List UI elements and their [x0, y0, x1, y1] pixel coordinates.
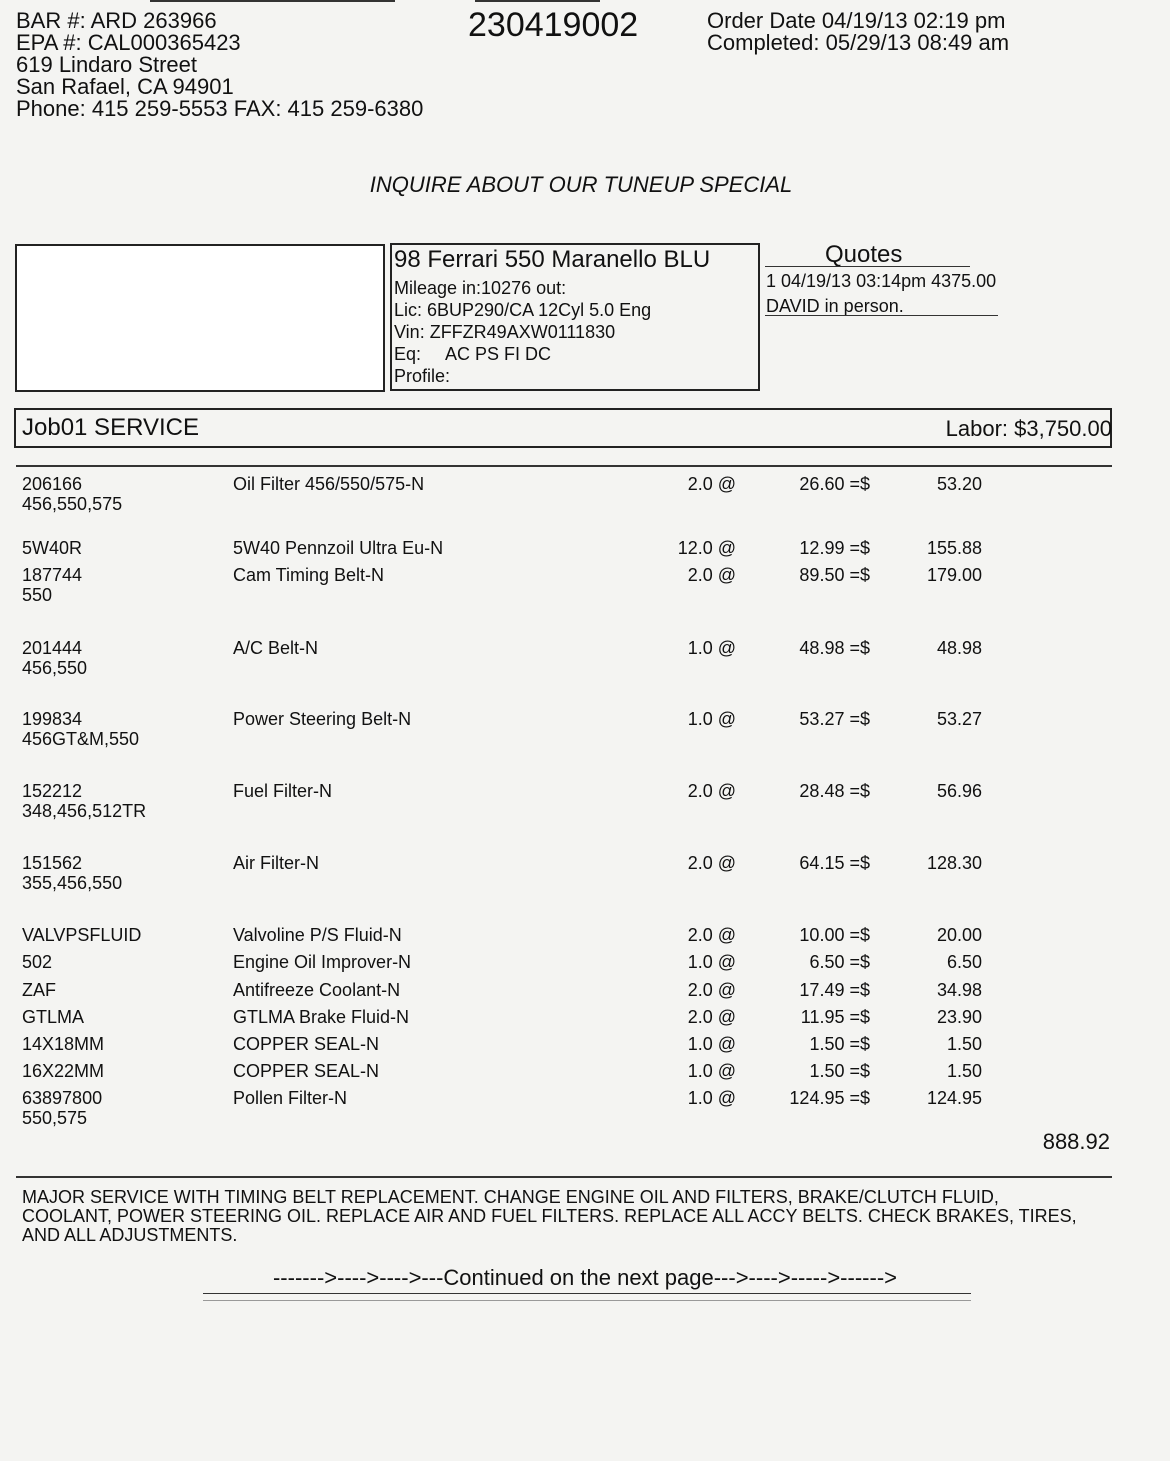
- item-total: 53.20: [936, 474, 982, 494]
- epa-number: EPA #: CAL000365423: [16, 30, 241, 55]
- part-number: 63897800: [22, 1088, 103, 1108]
- item-total: 124.95: [926, 1088, 982, 1108]
- item-total: 6.50: [946, 952, 982, 972]
- part-number: ZAF: [22, 980, 56, 1000]
- part-number: 201444: [22, 638, 83, 658]
- item-total: 34.98: [936, 980, 982, 1000]
- item-total: 53.27: [936, 709, 982, 729]
- part-fitment: 348,456,512TR: [22, 801, 147, 821]
- item-quantity: 12.0 @: [677, 538, 736, 558]
- item-quantity: 2.0 @: [687, 1007, 736, 1027]
- part-number: 14X18MM: [22, 1034, 105, 1054]
- item-quantity: 1.0 @: [687, 709, 736, 729]
- item-description: COPPER SEAL-N: [233, 1034, 380, 1054]
- item-total: 155.88: [926, 538, 982, 558]
- item-total: 128.30: [926, 853, 982, 873]
- item-quantity: 2.0 @: [687, 853, 736, 873]
- items-bottom-rule: [16, 1176, 1112, 1178]
- item-quantity: 2.0 @: [687, 781, 736, 801]
- item-quantity: 2.0 @: [687, 980, 736, 1000]
- item-unit-price: 28.48 =$: [799, 781, 870, 801]
- continued-notice: ------->---->---->---Continued on the next page--->---->----->------>: [272, 1265, 897, 1290]
- part-fitment: 550: [22, 585, 53, 605]
- item-unit-price: 11.95 =$: [800, 1007, 870, 1027]
- item-description: Pollen Filter-N: [233, 1088, 348, 1108]
- part-fitment: 456,550: [22, 658, 88, 678]
- phone-fax: Phone: 415 259-5553 FAX: 415 259-6380: [16, 96, 424, 121]
- item-total: 56.96: [936, 781, 982, 801]
- quotes-title: Quotes: [825, 241, 903, 268]
- job-subtotal: 888.92: [1042, 1129, 1110, 1154]
- item-description: Oil Filter 456/550/575-N: [233, 474, 425, 494]
- part-number: GTLMA: [22, 1007, 85, 1027]
- item-total: 48.98: [936, 638, 982, 658]
- item-description: 5W40 Pennzoil Ultra Eu-N: [233, 538, 444, 558]
- item-unit-price: 64.15 =$: [799, 853, 870, 873]
- item-unit-price: 12.99 =$: [799, 538, 870, 558]
- part-fitment: 456,550,575: [22, 494, 123, 514]
- part-number: 5W40R: [22, 538, 83, 558]
- bar-number: BAR #: ARD 263966: [16, 8, 217, 33]
- vehicle-license: Lic: 6BUP290/CA 12Cyl 5.0 Eng: [394, 300, 652, 320]
- item-unit-price: 1.50 =$: [809, 1061, 870, 1081]
- part-fitment: 550,575: [22, 1108, 88, 1128]
- item-unit-price: 26.60 =$: [799, 474, 870, 494]
- part-number: 16X22MM: [22, 1061, 105, 1081]
- item-unit-price: 89.50 =$: [799, 565, 870, 585]
- item-total: 23.90: [936, 1007, 982, 1027]
- item-total: 1.50: [946, 1034, 982, 1054]
- completed-date: Completed: 05/29/13 08:49 am: [707, 30, 1010, 55]
- item-description: Air Filter-N: [233, 853, 319, 873]
- item-total: 1.50: [946, 1061, 982, 1081]
- item-quantity: 1.0 @: [687, 1088, 736, 1108]
- continued-underline: [203, 1293, 971, 1294]
- part-number: 187744: [22, 565, 83, 585]
- item-quantity: 2.0 @: [687, 565, 736, 585]
- continued-underline-ghost: [203, 1300, 971, 1301]
- part-number: VALVPSFLUID: [22, 925, 142, 945]
- job-title: Job01 SERVICE: [22, 414, 199, 441]
- item-quantity: 2.0 @: [687, 474, 736, 494]
- vehicle-mileage: Mileage in:10276 out:: [394, 278, 567, 298]
- item-unit-price: 48.98 =$: [799, 638, 870, 658]
- quote-line: 1 04/19/13 03:14pm 4375.00: [766, 271, 997, 291]
- quote-by-underline: [765, 315, 998, 316]
- item-description: Fuel Filter-N: [233, 781, 333, 801]
- item-unit-price: 53.27 =$: [799, 709, 870, 729]
- item-unit-price: 6.50 =$: [809, 952, 870, 972]
- vehicle-box: [390, 243, 760, 391]
- item-description: Power Steering Belt-N: [233, 709, 412, 729]
- item-description: Engine Oil Improver-N: [233, 952, 412, 972]
- item-quantity: 1.0 @: [687, 1061, 736, 1081]
- item-description: Antifreeze Coolant-N: [233, 980, 401, 1000]
- order-number: 230419002: [468, 6, 639, 44]
- item-unit-price: 17.49 =$: [799, 980, 870, 1000]
- item-description: COPPER SEAL-N: [233, 1061, 380, 1081]
- part-number: 151562: [22, 853, 83, 873]
- part-number: 206166: [22, 474, 83, 494]
- item-total: 179.00: [926, 565, 982, 585]
- job-description: MAJOR SERVICE WITH TIMING BELT REPLACEMENT. CHANGE ENGINE OIL AND FILTERS, BRAKE/CLUTCH FLUID, COOLANT, POWER STEERING OIL. REPLACE AIR AND FUEL FILTERS. REPLACE ALL ACCY BELTS. CHECK BRAKES, TIRES, AND ALL ADJUSTMENTS.: [22, 1187, 1077, 1245]
- item-unit-price: 10.00 =$: [799, 925, 870, 945]
- job-labor: Labor: $3,750.00: [945, 416, 1112, 441]
- item-description: A/C Belt-N: [233, 638, 319, 658]
- item-quantity: 1.0 @: [687, 952, 736, 972]
- item-unit-price: 124.95 =$: [789, 1088, 870, 1108]
- quote-by: DAVID in person.: [766, 296, 904, 316]
- promo-banner: INQUIRE ABOUT OUR TUNEUP SPECIAL: [369, 172, 793, 197]
- vehicle-profile: Profile:: [394, 366, 451, 386]
- order-date: Order Date 04/19/13 02:19 pm: [707, 8, 1006, 33]
- item-unit-price: 1.50 =$: [809, 1034, 870, 1054]
- vehicle-vin: Vin: ZFFZR49AXW0111830: [394, 322, 616, 342]
- part-number: 199834: [22, 709, 83, 729]
- item-description: GTLMA Brake Fluid-N: [233, 1007, 410, 1027]
- item-description: Cam Timing Belt-N: [233, 565, 385, 585]
- city-address: San Rafael, CA 94901: [16, 74, 234, 99]
- street-address: 619 Lindaro Street: [16, 52, 198, 77]
- part-number: 152212: [22, 781, 83, 801]
- vehicle-equipment: Eq: AC PS FI DC: [394, 344, 552, 364]
- order-dates: [707, 10, 1009, 54]
- customer-box-redacted: [15, 244, 385, 392]
- item-quantity: 1.0 @: [687, 638, 736, 658]
- items-top-rule: [16, 465, 1112, 467]
- item-quantity: 2.0 @: [687, 925, 736, 945]
- part-fitment: 355,456,550: [22, 873, 123, 893]
- part-fitment: 456GT&M,550: [22, 729, 140, 749]
- item-total: 20.00: [936, 925, 982, 945]
- top-rule-left: [150, 0, 395, 2]
- item-description: Valvoline P/S Fluid-N: [233, 925, 402, 945]
- top-rule-center: [475, 0, 600, 2]
- item-quantity: 1.0 @: [687, 1034, 736, 1054]
- part-number: 502: [22, 952, 53, 972]
- vehicle-title: 98 Ferrari 550 Maranello BLU: [394, 246, 711, 273]
- quotes-underline: [765, 266, 970, 267]
- job-header: [14, 408, 1112, 448]
- shop-info: [16, 10, 423, 120]
